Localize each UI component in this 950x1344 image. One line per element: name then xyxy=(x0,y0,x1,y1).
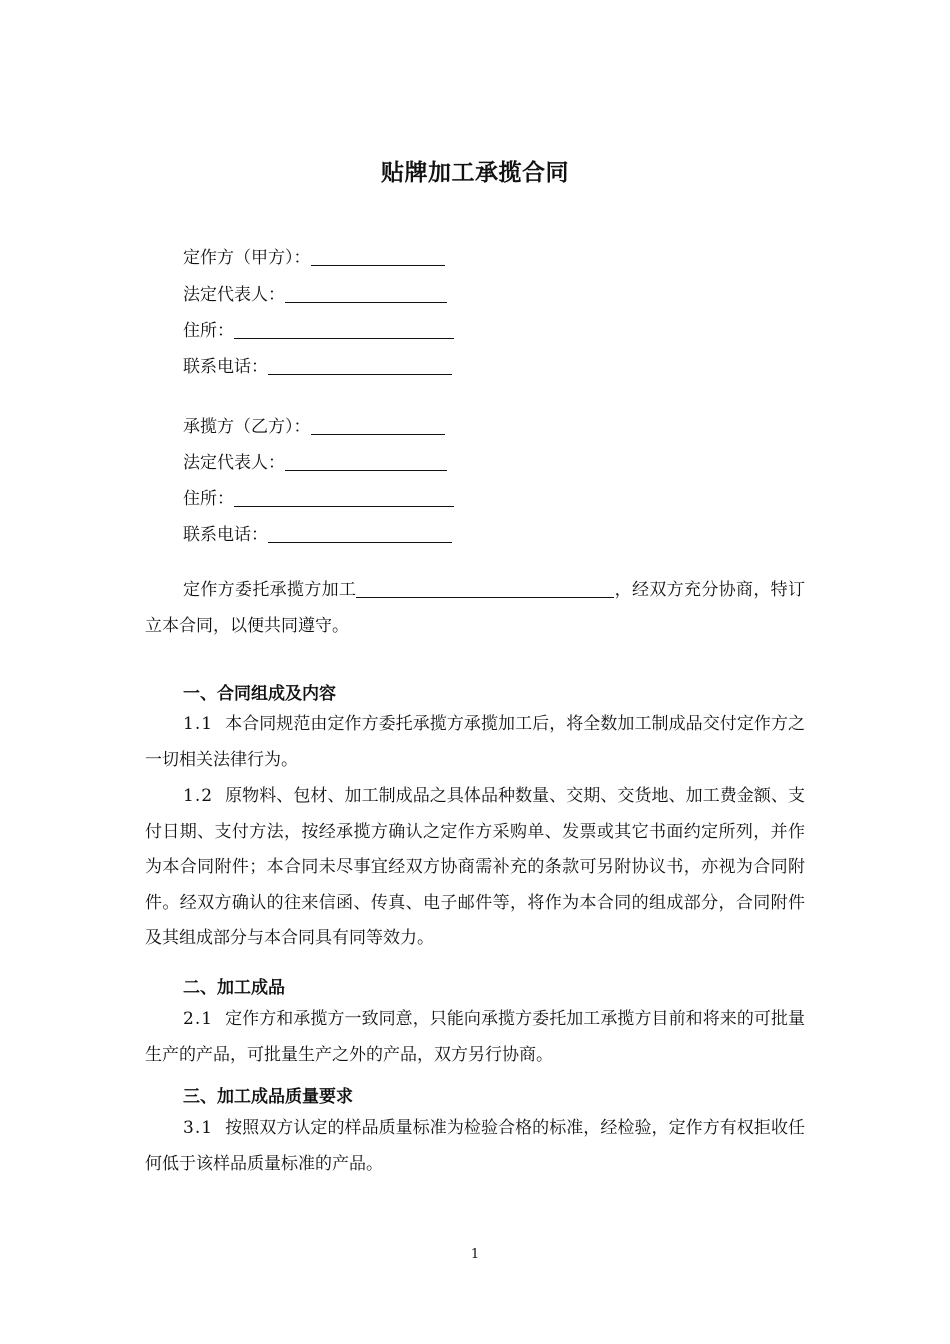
section-heading: 一、合同组成及内容 xyxy=(183,684,336,704)
party-b-address-field xyxy=(183,484,454,509)
party-b-rep-label: 法定代表人： xyxy=(183,453,285,473)
intro-text-before: 定作方委托承揽方加工 xyxy=(183,580,357,600)
party-a-rep-label: 法定代表人： xyxy=(183,285,285,305)
party-a-address-label: 住所： xyxy=(183,321,234,341)
party-b-name-label: 承揽方（乙方）： xyxy=(183,417,311,437)
section-heading: 二、加工成品 xyxy=(183,978,285,998)
party-a-phone-field xyxy=(183,352,452,377)
clause-number: 1.1 xyxy=(183,714,214,734)
party-b-name-field xyxy=(183,412,445,437)
processing-item-blank[interactable] xyxy=(356,581,614,598)
clause-2-1 xyxy=(145,1002,805,1073)
clause-text: 定作方和承揽方一致同意，只能向承揽方委托加工承揽方目前和将来的可批量生产的产品，可批量生产之外的产品，双方另行协商。 xyxy=(145,1009,805,1065)
party-a-address-blank[interactable] xyxy=(234,322,454,339)
clause-text: 本合同规范由定作方委托承揽方承揽加工后，将全数加工制成品交付定作方之一切相关法律行为。 xyxy=(145,714,805,770)
clause-number: 2.1 xyxy=(183,1009,214,1029)
clause-1-1 xyxy=(145,707,805,778)
party-b-name-blank[interactable] xyxy=(311,418,445,435)
party-a-name-field xyxy=(183,243,445,268)
intro-text-after: ，经双方充分协商，特订立本合同，以便共同遵守。 xyxy=(145,580,806,636)
clause-number: 1.2 xyxy=(183,786,214,806)
intro-paragraph xyxy=(145,573,805,644)
clause-text: 原物料、包材、加工制成品之具体品种数量、交期、交货地、加工费金额、支付日期、支付方法，按经承揽方确认之定作方采购单、发票或其它书面约定所列，并作为本合同附件；本合同未尽事宜经双方协商需补充的条款可另附协议书，亦视为合同附件。经双方确认的往来信函、传真、电子邮件等，将作为本合同的组成部分，合同附件及其组成部分与本合同具有同等效力。 xyxy=(145,786,805,948)
page-number: 1 xyxy=(470,1247,480,1262)
party-b-phone-label: 联系电话： xyxy=(183,525,268,545)
party-b-phone-blank[interactable] xyxy=(268,526,452,543)
party-a-rep-blank[interactable] xyxy=(285,286,447,303)
party-a-phone-blank[interactable] xyxy=(268,358,452,375)
party-a-phone-label: 联系电话： xyxy=(183,357,268,377)
document-title: 贴牌加工承揽合同 xyxy=(381,160,569,186)
party-b-rep-blank[interactable] xyxy=(285,454,447,471)
party-b-address-blank[interactable] xyxy=(234,490,454,507)
clause-1-2 xyxy=(145,779,805,957)
party-b-rep-field xyxy=(183,448,447,473)
clause-number: 3.1 xyxy=(183,1118,214,1138)
section-heading: 三、加工成品质量要求 xyxy=(183,1087,353,1107)
party-a-address-field xyxy=(183,316,454,341)
party-b-phone-field xyxy=(183,520,452,545)
party-a-name-blank[interactable] xyxy=(311,249,445,266)
clause-3-1 xyxy=(145,1111,805,1182)
party-a-rep-field xyxy=(183,280,447,305)
clause-text: 按照双方认定的样品质量标准为检验合格的标准，经检验，定作方有权拒收任何低于该样品质量标准的产品。 xyxy=(145,1118,805,1174)
party-b-address-label: 住所： xyxy=(183,489,234,509)
party-a-name-label: 定作方（甲方）： xyxy=(183,248,311,268)
